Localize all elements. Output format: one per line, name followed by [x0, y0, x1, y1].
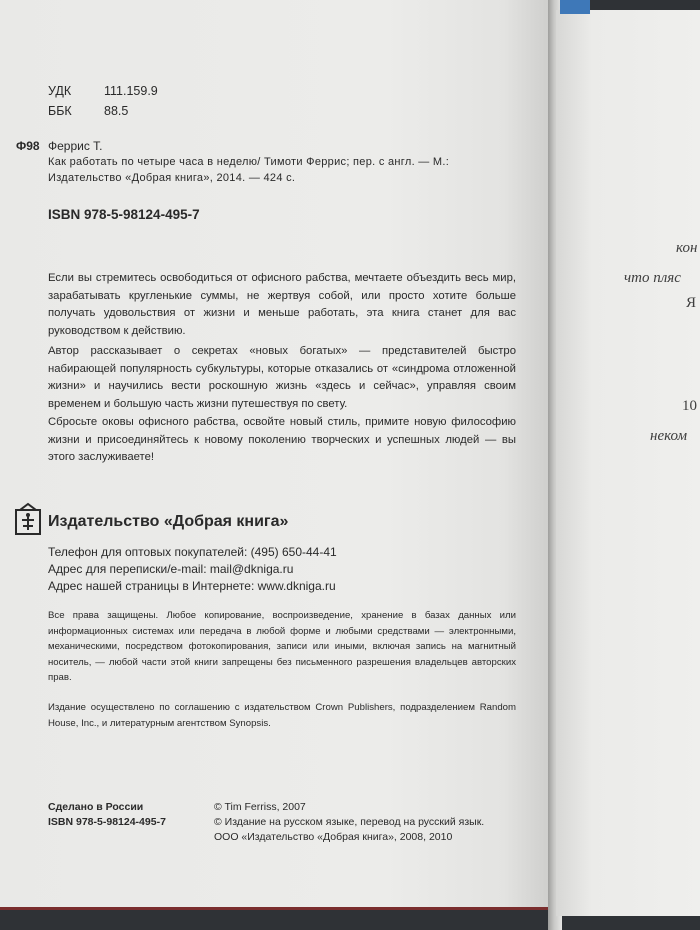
right-page-fragment: что пляс: [624, 270, 681, 286]
udk-value: 111.159.9: [104, 84, 158, 98]
copyright-line-1: © Tim Ferriss, 2007: [214, 801, 306, 813]
bib-line-1: Как работать по четыре часа в неделю/ Тимоти Феррис; пер. с англ. — М.:: [48, 156, 450, 168]
copyright-line-3: ООО «Издательство «Добрая книга», 2008, 2010: [214, 831, 453, 843]
annotation-paragraph-3: Сбросьте оковы офисного рабства, освойте новый стиль, примите новую философию жизни и присоединяйтесь к новому поколению творческих и успешных людей — вы этого заслуживаете!: [48, 416, 516, 464]
copyright-line-2: © Издание на русском языке, перевод на русский язык.: [214, 816, 485, 828]
made-in-russia: Сделано в России: [48, 801, 144, 813]
bib-line-2: Издательство «Добрая книга», 2014. — 424 с.: [48, 172, 296, 184]
bookmark-strip: [560, 0, 590, 14]
agreement-notice: Издание осуществлено по соглашению с издательством Crown Publishers, подразделением Random House, Inc., и литературным агентством Synopsis.: [48, 702, 516, 729]
right-page: [556, 10, 700, 916]
annotation-paragraph-1: Если вы стремитесь освободиться от офисного рабства, мечтаете объездить весь мир, зарабатывать кругленькие суммы, не жертвуя собой, или просто хотите больше получать удовольствия от жизни и меньше работать, эта книга станет для вас руководством к действию.: [48, 272, 516, 337]
publisher-logo-icon: [14, 502, 44, 536]
right-page-fragment: 10: [682, 398, 697, 414]
right-page-fragment: кон: [676, 240, 698, 256]
right-page-fragment: неком: [650, 428, 688, 444]
udk-label: УДК: [48, 84, 72, 98]
author-code: Ф98: [16, 139, 40, 153]
isbn-bottom: ISBN 978-5-98124-495-7: [48, 816, 166, 828]
bbk-value: 88.5: [104, 104, 129, 118]
author-name: Феррис Т.: [48, 139, 103, 153]
publisher-name: Издательство «Добрая книга»: [48, 513, 289, 530]
publisher-phone: Телефон для оптовых покупателей: (495) 650-44-41: [48, 545, 337, 559]
publisher-email: Адрес для переписки/e-mail: mail@dkniga.ru: [48, 562, 294, 576]
publisher-website: Адрес нашей страницы в Интернете: www.dkniga.ru: [48, 579, 336, 593]
annotation-paragraph-2: Автор рассказывает о секретах «новых богатых» — представителей быстро набирающей популярность субкультуры, которые отказались от «синдрома отложенной жизни» и научились вести роскошную жизнь «здесь и сейчас», управляя своим временем и большую часть жизни путешествуя по свету.: [48, 345, 516, 410]
isbn-main: ISBN 978-5-98124-495-7: [48, 207, 200, 222]
bbk-label: ББК: [48, 104, 72, 118]
right-page-fragment: Я: [686, 295, 697, 311]
rights-notice: Все права защищены. Любое копирование, воспроизведение, хранение в базах данных или информационных системах или передача в любой форме и любыми средствами — электронными, механическими, посредством фотокопирования, записи или иными, включая запись на магнитный носитель, — любой части этой книги запрещены без письменного разрешения владельцев авторских прав.: [48, 610, 516, 683]
